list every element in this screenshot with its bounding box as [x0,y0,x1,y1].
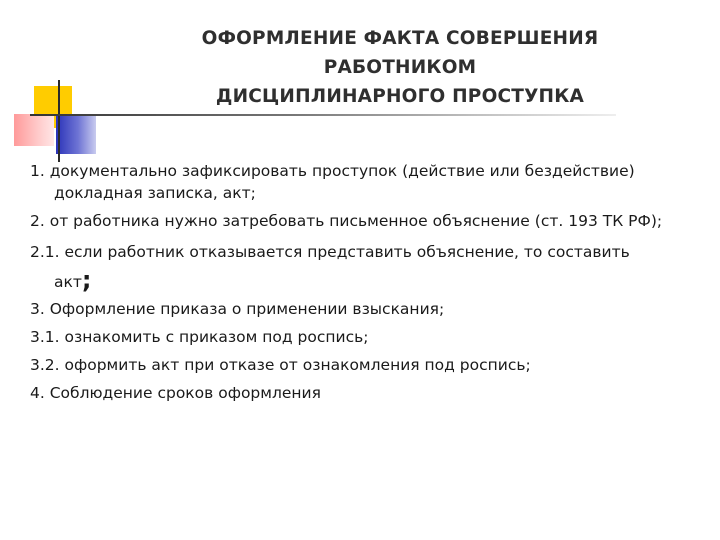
steps-list [30,160,670,410]
red-square-decoration [14,114,54,146]
title-line-3: ДИСЦИПЛИНАРНОГО ПРОСТУПКА [215,86,585,107]
list-item-text: 3.1. ознакомить с приказом под роспись; [30,328,369,346]
list-item-text: 1. документально зафиксировать проступок (действие или бездействие) докладная записка, акт; [30,162,635,202]
blue-square-decoration [56,116,96,154]
list-item-text: 2.1. если работник отказывается представить объяснение, то составить акт [30,243,630,291]
title-line-2: РАБОТНИКОМ [323,57,477,78]
title-line-1: ОФОРМЛЕНИЕ ФАКТА СОВЕРШЕНИЯ [201,28,599,49]
list-item-4 [30,382,670,404]
vertical-rule-decoration [58,80,60,162]
list-item-text: 4. Соблюдение сроков оформления [30,384,321,402]
horizontal-rule-decoration [30,114,616,116]
list-item-text: 2. от работника нужно затребовать письменное объяснение (ст. 193 ТК РФ); [30,212,663,230]
list-item-3-2 [30,354,670,376]
list-item-text: 3.2. оформить акт при отказе от ознакомления под роспись; [30,356,531,374]
large-semicolon: ; [81,266,92,294]
list-item-text: 3. Оформление приказа о применении взыскания; [30,300,445,318]
slide-title [150,24,650,111]
list-item-3 [30,298,670,320]
list-item-2 [30,210,670,232]
list-item-2-1 [30,238,670,296]
list-item-3-1 [30,326,670,348]
list-item-1 [30,160,670,204]
